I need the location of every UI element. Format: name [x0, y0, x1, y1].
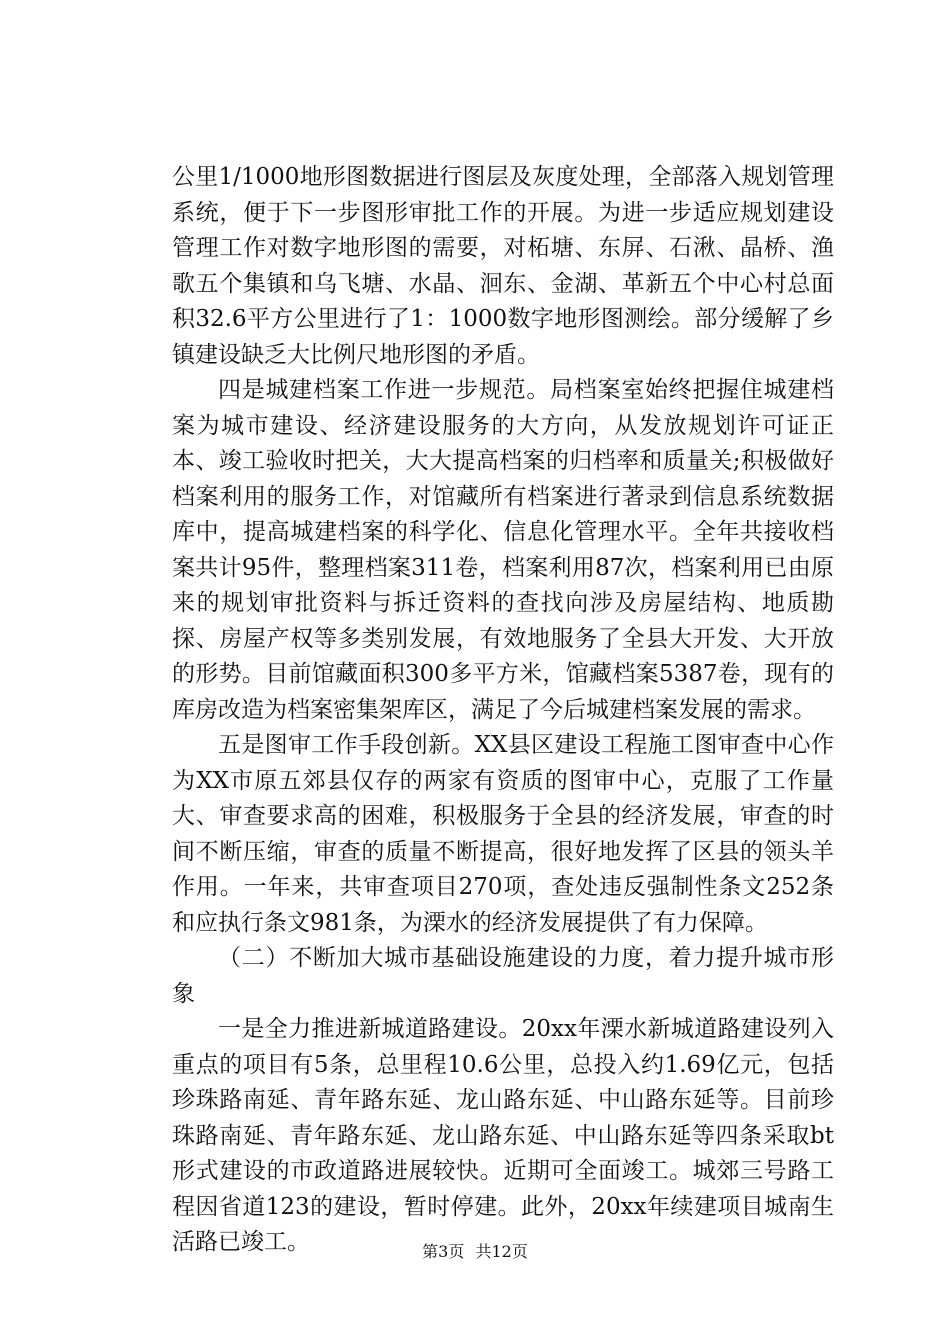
paragraph-topographic-map: 公里1/1000地形图数据进行图层及灰度处理，全部落入规划管理系统，便于下一步图形审批工作的开展。为进一步适应规划建设管理工作对数字地形图的需要，对柘塘、东屏、石湫、晶桥、渔歌五个集镇和乌飞塘、水晶、洄东、金湖、革新五个中心村总面积32.6平方公里进行了1：1000数字地形图测绘。部分缓解了乡镇建设缺乏大比例尺地形图的矛盾。 — [172, 164, 834, 368]
section-heading-infrastructure: （二）不断加大城市基础设施建设的力度，着力提升城市形象 — [172, 945, 834, 1007]
paragraph-road-construction: 一是全力推进新城道路建设。20xx年溧水新城道路建设列入重点的项目有5条，总里程10.6公里，总投入约1.69亿元，包括珍珠路南延、青年路东延、龙山路东延、中山路东延等。目前珍珠路南延、青年路东延、龙山路东延、中山路东延等四条采取bt形式建设的市政道路进展较快。近期可全面竣工。城郊三号路工程因省道123的建设，暂时停建。此外，20xx年续建项目城南生活路已竣工。 — [172, 1016, 834, 1255]
page-total: 共12页 — [475, 1242, 528, 1261]
page-footer — [0, 1242, 950, 1262]
page-number: 第3页 — [422, 1242, 465, 1261]
document-body — [172, 160, 834, 1261]
paragraph-archives-work: 四是城建档案工作进一步规范。局档案室始终把握住城建档案为城市建设、经济建设服务的大方向，从发放规划许可证正本、竣工验收时把关，大大提高档案的归档率和质量关;积极做好档案利用的服务工作，对馆藏所有档案进行著录到信息系统数据库中，提高城建档案的科学化、信息化管理水平。全年共接收档案共计95件，整理档案311卷，档案利用87次，档案利用已由原来的规划审批资料与拆迁资料的查找向涉及房屋结构、地质勘探、房屋产权等多类别发展，有效地服务了全县大开发、大开放的形势。目前馆藏面积300多平方米，馆藏档案5387卷，现有的库房改造为档案密集架库区，满足了今后城建档案发展的需求。 — [172, 377, 834, 723]
paragraph-drawing-review: 五是图审工作手段创新。XX县区建设工程施工图审查中心作为XX市原五郊县仅存的两家有资质的图审中心，克服了工作量大、审查要求高的困难，积极服务于全县的经济发展，审查的时间不断压缩，审查的质量不断提高，很好地发挥了区县的领头羊作用。一年来，共审查项目270项，查处违反强制性条文252条和应执行条文981条，为溧水的经济发展提供了有力保障。 — [172, 732, 834, 936]
